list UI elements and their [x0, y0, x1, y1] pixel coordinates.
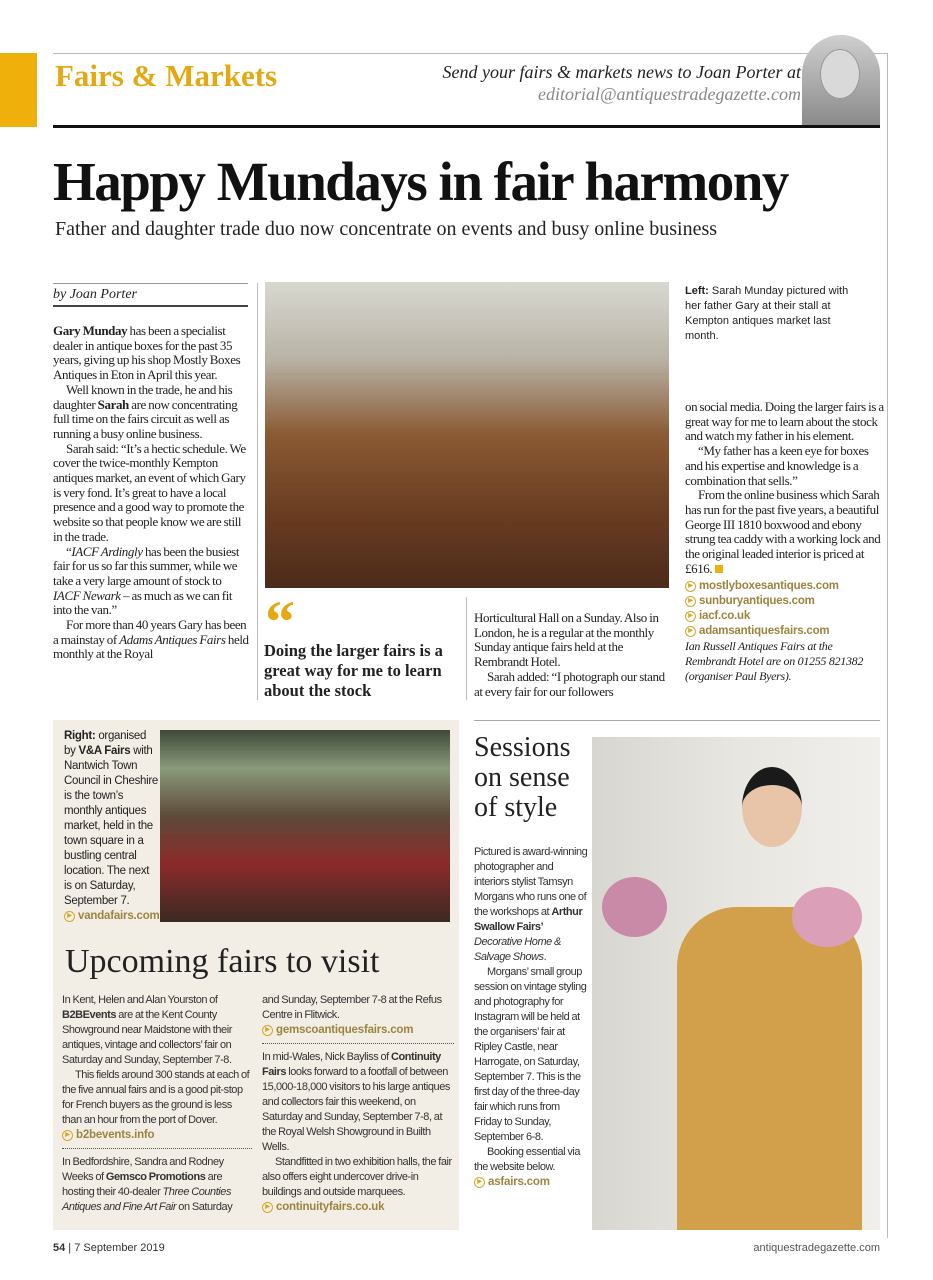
contact-email[interactable]: editorial@antiquestradegazette.com: [537, 84, 801, 104]
article-column-4: [685, 400, 885, 684]
link-vandafairs[interactable]: ▶ vandafairs.com: [64, 909, 158, 924]
play-circle-icon: ▶: [685, 626, 696, 637]
play-circle-icon: ▶: [685, 611, 696, 622]
article-column-3: Horticultural Hall on a Sunday. Also in London, he is a regular at the monthly Sunday antique fairs held at the Rembrandt Hotel. Sarah added: “I photograph our stand at every fair for our followers: [474, 610, 665, 699]
pull-quote: Doing the larger fairs is a great way for me to learn about the stock: [264, 641, 443, 700]
end-mark-icon: [715, 565, 723, 573]
section-title: Fairs & Markets: [55, 58, 278, 93]
photo-nantwich-market: [160, 730, 450, 922]
quote-marks-icon: “: [265, 589, 295, 655]
footer-site: antiquestradegazette.com: [753, 1242, 880, 1254]
photo-caption-left: Left: Sarah Munday pictured with her father Gary at their stall at Kempton antiques market last month.: [685, 285, 849, 342]
link-b2bevents[interactable]: ▶ b2bevents.info: [62, 1128, 252, 1143]
contact-line: Send your fairs & markets news to Joan Porter at: [442, 62, 801, 82]
dotted-divider: [262, 1043, 454, 1044]
link-mostlyboxes[interactable]: ▶ mostlyboxesantiques.com: [685, 579, 885, 594]
play-circle-icon: ▶: [64, 911, 75, 922]
column-divider: [257, 283, 258, 700]
play-circle-icon: ▶: [62, 1130, 73, 1141]
fairs-column-1: In Kent, Helen and Alan Yourston of B2BEvents are at the Kent County Showground near Maidstone with their antiques, vintage and collectors’ fair on Saturday and Sunday, September 7-8. This fields around 300 stands at each of the five annual fairs and is a good pit-stop for French buyers as the ground is less than an hour from the port of Dover. ▶ b2bevents.info In Bedfordshire, Sandra and Rodney Weeks of Gemsco Promotions are hosting their 40-dealer Three Counties Antiques and Fine Art Fair on Saturday: [62, 993, 252, 1215]
section-color-bar: [0, 53, 37, 127]
play-circle-icon: ▶: [685, 596, 696, 607]
subheadline: Father and daughter trade duo now concentrate on events and busy online business: [55, 218, 718, 240]
fairs-column-2: and Sunday, September 7-8 at the Refus Centre in Flitwick. ▶ gemscoantiquesfairs.com In mid-Wales, Nick Bayliss of Continuity Fairs looks forward to a footfall of between 15,000-18,000 visitors to his large antiques and collectors fair this weekend, on Saturday and Sunday, September 7-8, at the Royal Welsh Showground in Builth Wells. Standfitted in two exhibition halls, the fair also offers eight undercover drive-in buildings and outside marquees. ▶ continuityfairs.co.uk: [262, 993, 454, 1215]
article-column-1: Gary Munday has been a specialist dealer in antique boxes for the past 35 years, giving up his shop Mostly Boxes Antiques in Eton in April this year. Well known in the trade, he and his daughter Sarah are now concentrating full time on the fairs circuit as well as running a busy online business. Sarah said: “It’s a hectic schedule. We cover the twice-monthly Kempton antiques market, an event of which Gary is very fond. It’s great to have a local presence and a good way to promote the website so that people know we are still in the trade. “IACF Ardingly has been the busiest fair for us so far this summer, while we take a very large amount of stock to IACF Newark – as much as we can fit into the van.” For more than 40 years Gary has been a mainstay of Adams Antiques Fairs held monthly at the Royal: [53, 323, 249, 662]
headline: Happy Mundays in fair harmony: [53, 151, 788, 212]
link-adams[interactable]: ▶ adamsantiquesfairs.com: [685, 624, 885, 639]
article-column-4-text: on social media. Doing the larger fairs is a great way for me to learn about the stock and watch my father in his element. “My father has a keen eye for boxes and his expertise and knowledge is a combination that sells.” From the online business which Sarah has run for the past five years, a beautiful George III 1810 boxwood and ebony strung tea caddy with a working lock and the original leaded interior is priced at £616.: [685, 399, 884, 576]
contact-note: [443, 61, 801, 105]
dotted-divider: [62, 1148, 252, 1149]
play-circle-icon: ▶: [262, 1025, 273, 1036]
link-iacf[interactable]: ▶ iacf.co.uk: [685, 609, 885, 624]
link-sunbury[interactable]: ▶ sunburyantiques.com: [685, 594, 885, 609]
link-gemsco[interactable]: ▶ gemscoantiquesfairs.com: [262, 1023, 454, 1038]
photo-tamsyn-morgans: [592, 737, 880, 1230]
header-rule: [53, 125, 880, 128]
play-circle-icon: ▶: [474, 1177, 485, 1188]
sessions-body: Pictured is award-winning photographer and interiors stylist Tamsyn Morgans who runs one of the workshops at Arthur Swallow Fairs’ Decorative Home & Salvage Shows. Morgans’ small group session on vintage styling and photography for Instagram will be held at the organisers’ fair at Ripley Castle, near Harrogate, on Saturday, September 7. This is the first day of the three-day fair which runs from Friday to Sunday, September 6-8. Booking essential via the website below. ▶ asfairs.com: [474, 846, 588, 1188]
play-circle-icon: ▶: [685, 581, 696, 592]
organiser-note: Ian Russell Antiques Fairs at the Rembrandt Hotel are on 01255 821382 (organiser Paul Byers).: [685, 639, 864, 684]
sessions-title: Sessions on sense of style: [474, 732, 571, 823]
footer-page-info: 54 | 7 September 2019: [53, 1242, 165, 1254]
article-links: [685, 579, 885, 639]
link-asfairs[interactable]: ▶ asfairs.com: [474, 1175, 588, 1190]
editor-portrait: [802, 35, 880, 126]
photo-caption-right: Right: organised by V&A Fairs with Nantwich Town Council in Cheshire is the town’s monthly antiques market, held in the town square in a bustling central location. The next is on Saturday, September 7. ▶ vandafairs.com: [64, 730, 160, 922]
byline: by Joan Porter: [53, 283, 248, 307]
photo-munday-stall: [265, 282, 669, 588]
link-continuity[interactable]: ▶ continuityfairs.co.uk: [262, 1200, 454, 1215]
upcoming-title: Upcoming fairs to visit: [65, 943, 380, 980]
play-circle-icon: ▶: [262, 1202, 273, 1213]
column-divider: [466, 597, 467, 700]
section-rule: [474, 720, 880, 721]
